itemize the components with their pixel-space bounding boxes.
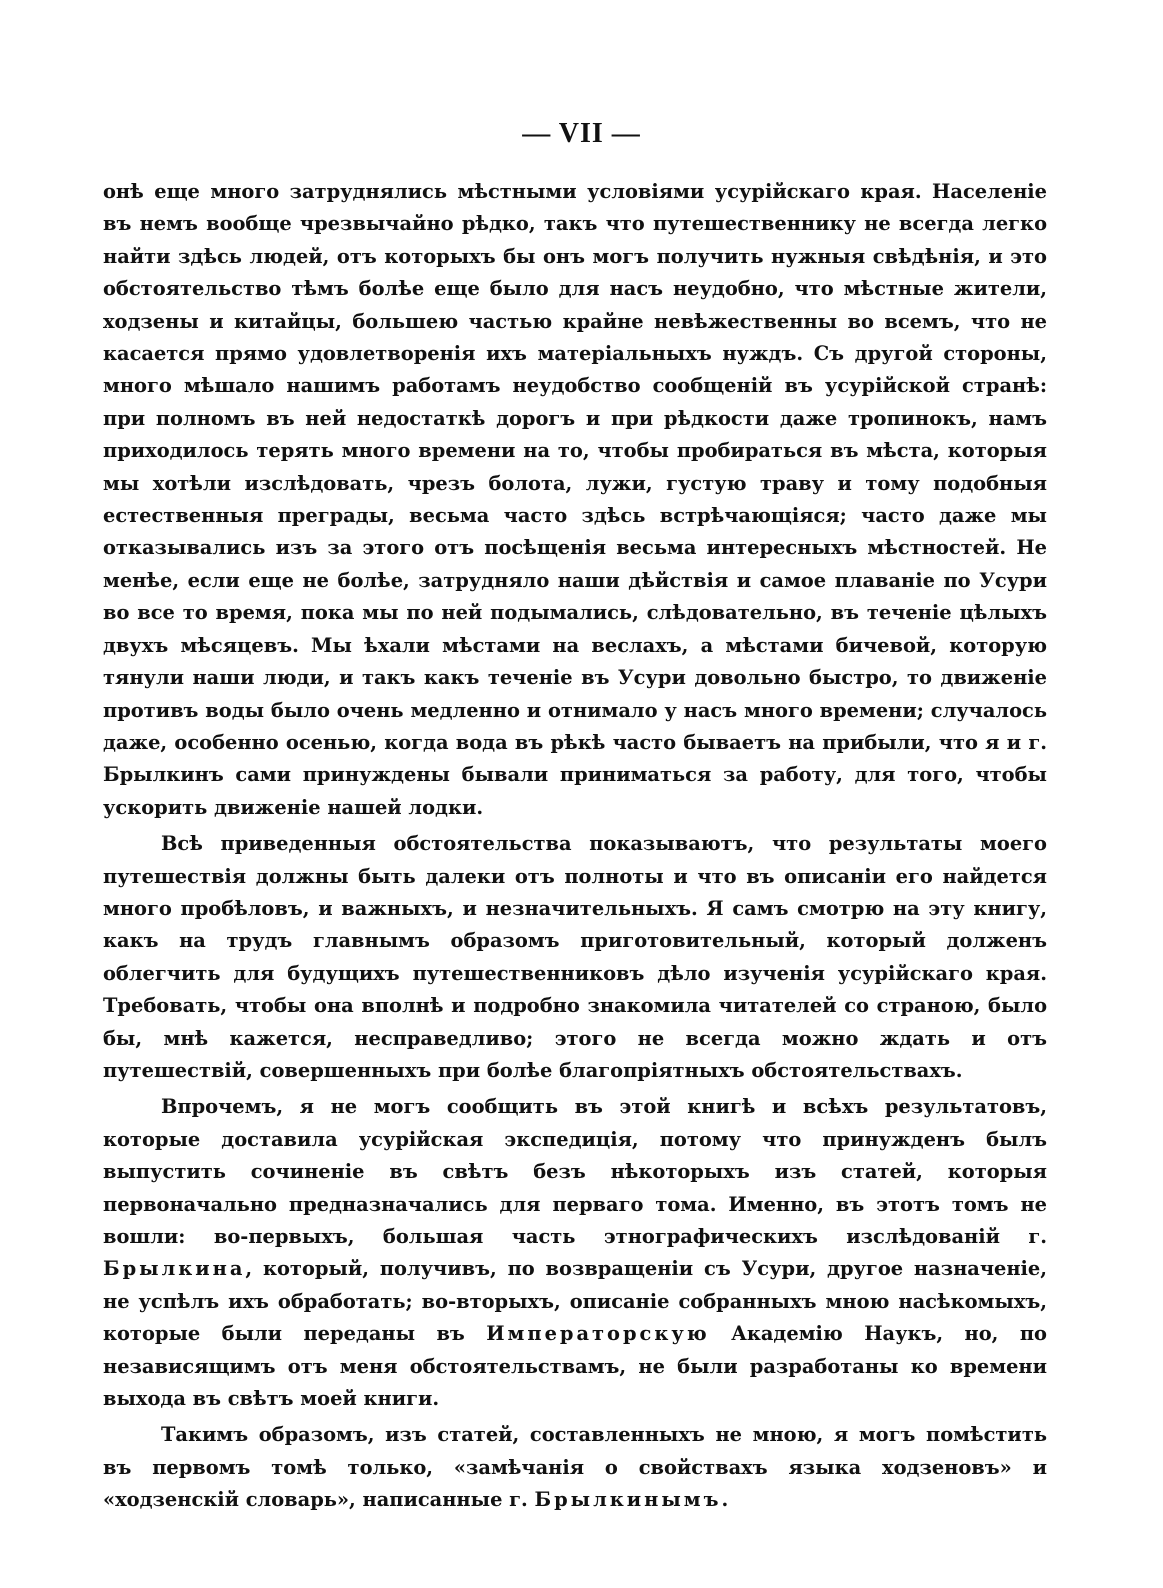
text-body (103, 176, 1047, 1521)
paragraph-1: онѣ еще много затруднялись мѣстными условіями усурійскаго края. Населеніе въ немъ вообще чрезвычайно рѣдко, такъ что путешественнику не всегда легко найти здѣсь людей, отъ которыхъ бы онъ могъ получить нужныя свѣдѣнія, и это обстоятельство тѣмъ болѣе еще было для насъ неудобно, что мѣстные жители, ходзены и китайцы, большею частью крайне невѣжественны во всемъ, что не касается прямо удовлетворенія ихъ матеріальныхъ нуждъ. Съ другой стороны, много мѣшало нашимъ работамъ неудобство сообщеній въ усурійской странѣ: при полномъ въ ней недостаткѣ дорогъ и при рѣдкости даже тропинокъ, намъ приходилось терять много времени на то, чтобы пробираться въ мѣста, которыя мы хотѣли изслѣдовать, чрезъ болота, лужи, густую траву и тому подобныя естественныя преграды, весьма часто здѣсь встрѣчающіяся; часто даже мы отказывались изъ за этого отъ посѣщенія весьма интересныхъ мѣстностей. Не менѣе, если еще не болѣе, затрудняло наши дѣйствія и самое плаваніе по Усури во все то время, пока мы по ней подымались, слѣдовательно, въ теченіе цѣлыхъ двухъ мѣсяцевъ. Мы ѣхали мѣстами на веслахъ, а мѣстами бичевой, которую тянули наши люди, и такъ какъ теченіе въ Усури довольно быстро, то движеніе противъ воды было очень медленно и отнимало у насъ много времени; случалось даже, особенно осенью, когда вода въ рѣкѣ часто бываетъ на прибыли, что я и г. Брылкинъ сами принуждены бывали приниматься за работу, для того, чтобы ускорить движеніе нашей лодки. (103, 180, 1047, 819)
author-name-spaced: Брылкина (103, 1257, 246, 1281)
paragraph-3-part-2: , который, получивъ, по возвращеніи съ Усури, другое назначеніе, не успѣлъ ихъ обработать; во-вторыхъ, описаніе собранныхъ мною насѣкомыхъ, которые были переданы въ (103, 1257, 1047, 1346)
paragraph-3-part-1: Впрочемъ, я не могъ сообщить въ этой книгѣ и всѣхъ результатовъ, которые доставила усурійская экспедиція, потому что принужденъ былъ выпустить сочиненіе въ свѣтъ безъ нѣкоторыхъ изъ статей, которыя первоначально предназначались для перваго тома. Именно, въ этотъ томъ не вошли: во-первыхъ, большая часть этнографическихъ изслѣдованій г. (103, 1095, 1047, 1248)
author-name-spaced-2: Брылкинымъ (534, 1488, 722, 1512)
paragraph-4 (103, 1419, 1047, 1516)
paragraph-3-part-3: Академію Наукъ, но, по независящимъ отъ меня обстоятельствамъ, не были разработаны ко времени выхода въ свѣтъ моей книги. (103, 1322, 1047, 1411)
paragraph-4-part-2: . (721, 1488, 729, 1512)
paragraph-2: Всѣ приведенныя обстоятельства показываютъ, что результаты моего путешествія должны быть далеки отъ полноты и что въ описаніи его найдется много пробѣловъ, и важныхъ, и незначительныхъ. Я самъ смотрю на эту книгу, какъ на трудъ главнымъ образомъ приготовительный, который долженъ облегчить для будущихъ путешественниковъ дѣло изученія усурійскаго края. Требовать, чтобы она вполнѣ и подробно знакомила читателей со страною, было бы, мнѣ кажется, несправедливо; этого не всегда можно ждать и отъ путешествій, совершенныхъ при болѣе благопріятныхъ обстоятельствахъ. (103, 832, 1047, 1082)
paragraph-4-part-1: Такимъ образомъ, изъ статей, составленныхъ не мною, я могъ помѣстить въ первомъ томѣ только, «замѣчанія о свойствахъ языка ходзеновъ» и «ходзенскій словарь», написанные г. (103, 1423, 1047, 1512)
paragraph-3 (103, 1091, 1047, 1415)
imperial-spaced: Императорскую (486, 1322, 710, 1346)
page-number: — VII — (522, 118, 641, 149)
